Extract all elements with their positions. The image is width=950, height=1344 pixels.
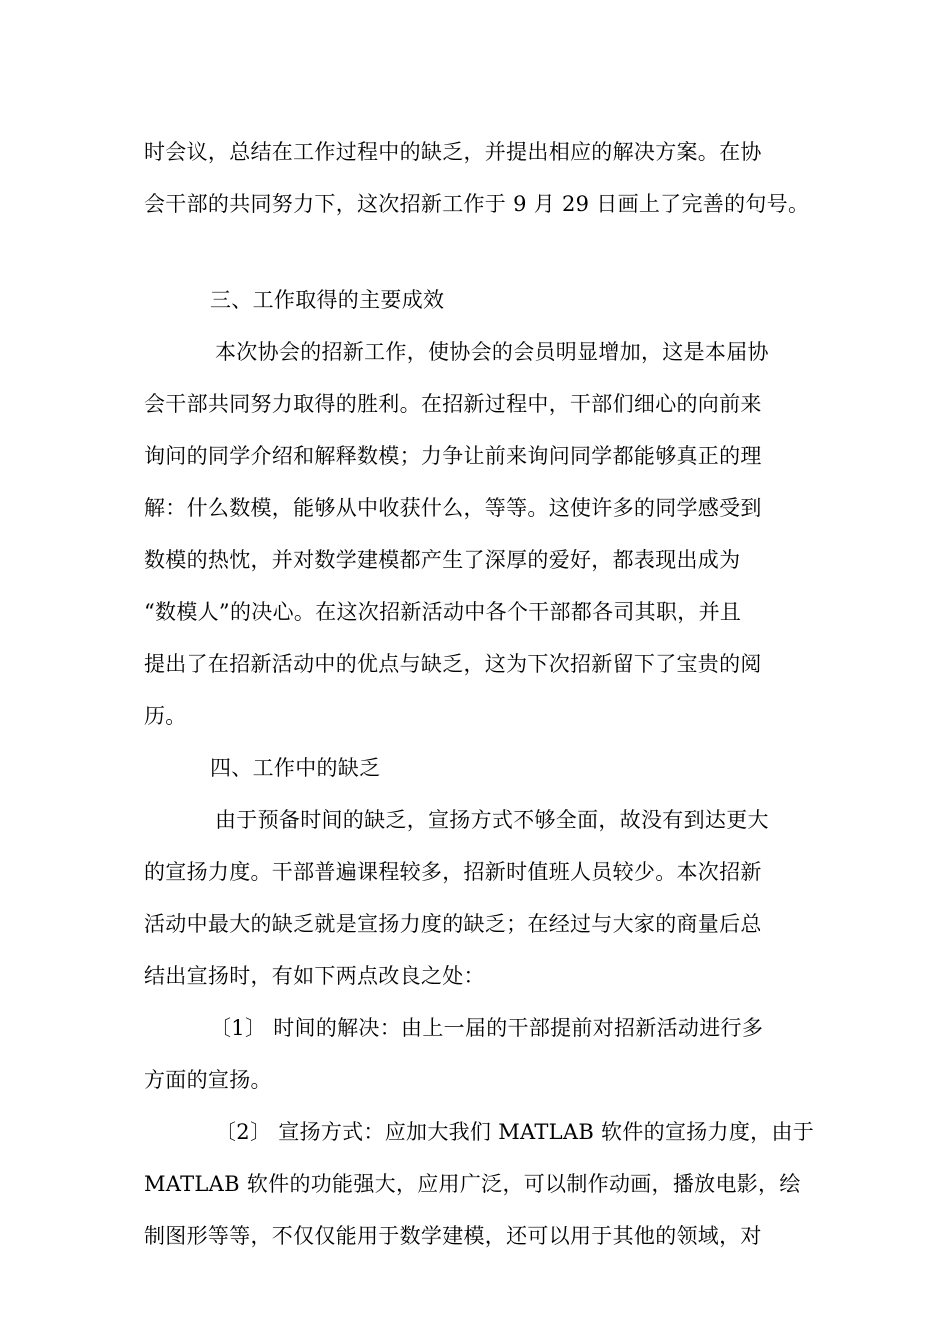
list-item: 〔1〕 时间的解决：由上一届的干部提前对招新活动进行多 (210, 1016, 764, 1040)
paragraph-line: 的宣扬力度。干部普遍课程较多，招新时值班人员较少。本次招新 (144, 860, 762, 884)
paragraph-line: 解：什么数模，能够从中收获什么，等等。这使许多的同学感受到 (144, 496, 762, 520)
list-item: 〔2〕 宣扬方式：应加大我们 MATLAB 软件的宣扬力度，由于 (215, 1120, 815, 1144)
paragraph-line: 询问的同学介绍和解释数模；力争让前来询问同学都能够真正的理 (144, 444, 762, 468)
paragraph-line: “数模人”的决心。在这次招新活动中各个干部都各司其职，并且 (144, 600, 742, 624)
paragraph-line: 数模的热忱，并对数学建模都产生了深厚的爱好，都表现出成为 (144, 548, 741, 572)
paragraph-line: 提出了在招新活动中的优点与缺乏，这为下次招新留下了宝贵的阅 (144, 652, 762, 676)
paragraph-line: 结出宣扬时，有如下两点改良之处： (144, 964, 485, 988)
section-heading: 四、工作中的缺乏 (210, 756, 381, 780)
paragraph-line: 制图形等等，不仅仅能用于数学建模，还可以用于其他的领域，对 (144, 1224, 762, 1248)
paragraph-line: 历。 (144, 704, 187, 728)
paragraph-line: 时会议，总结在工作过程中的缺乏，并提出相应的解决方案。在协 (144, 140, 762, 164)
paragraph-line: 活动中最大的缺乏就是宣扬力度的缺乏；在经过与大家的商量后总 (144, 912, 762, 936)
paragraph-line: 会干部的共同努力下，这次招新工作于 9 月 29 日画上了完善的句号。 (144, 192, 810, 216)
paragraph-line: 方面的宣扬。 (144, 1068, 272, 1092)
paragraph-line: 本次协会的招新工作，使协会的会员明显增加，这是本届协 (215, 340, 769, 364)
paragraph-line: 由于预备时间的缺乏，宣扬方式不够全面，故没有到达更大 (215, 808, 769, 832)
paragraph-line: MATLAB 软件的功能强大，应用广泛，可以制作动画，播放电影，绘 (144, 1172, 801, 1196)
section-heading: 三、工作取得的主要成效 (210, 288, 445, 312)
paragraph-line: 会干部共同努力取得的胜利。在招新过程中，干部们细心的向前来 (144, 392, 762, 416)
